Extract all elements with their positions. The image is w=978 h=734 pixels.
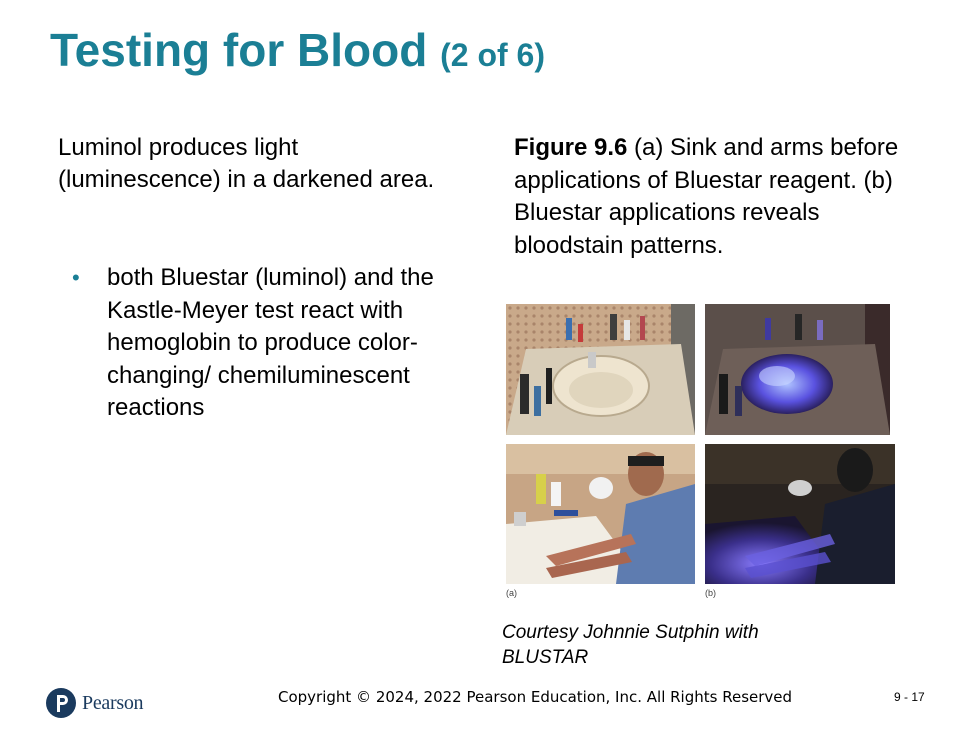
figure-caption (514, 132, 914, 262)
title-sub: (2 of 6) (440, 37, 545, 73)
brand-name: Pearson (82, 691, 144, 714)
photo-sink-before (506, 304, 695, 435)
bullet-dot-icon: • (72, 265, 80, 290)
panel-label-b: (b) (705, 588, 716, 598)
slide-title (50, 20, 545, 85)
photo-arms-after (705, 444, 895, 584)
panel-label-a: (a) (506, 588, 517, 598)
photo-credit: Courtesy Johnnie Sutphin with BLUSTAR (502, 622, 759, 668)
intro-text: Luminol produces light (luminescence) in a darkened area. (58, 134, 435, 193)
bullet-item (72, 262, 482, 425)
title-main: Testing for Blood (50, 24, 428, 76)
bullet-text: both Bluestar (luminol) and the Kastle-Meyer test react with hemoglobin to produce color-changing/ chemiluminescent reactions (107, 264, 434, 421)
photo-sink-after (705, 304, 890, 435)
copyright-text: Copyright © 2024, 2022 Pearson Education, Inc. All Rights Reserved (278, 688, 793, 706)
page-number: 9 - 17 (894, 690, 925, 704)
pearson-logo (46, 686, 143, 720)
pearson-logo-icon (46, 687, 76, 719)
figure-label: Figure 9.6 (514, 134, 628, 161)
photo-arms-before (506, 444, 695, 584)
figure-caption-text: (a) Sink and arms before applications of Bluestar reagent. (b) Bluestar applications reveals bloodstain patterns. (514, 134, 899, 259)
